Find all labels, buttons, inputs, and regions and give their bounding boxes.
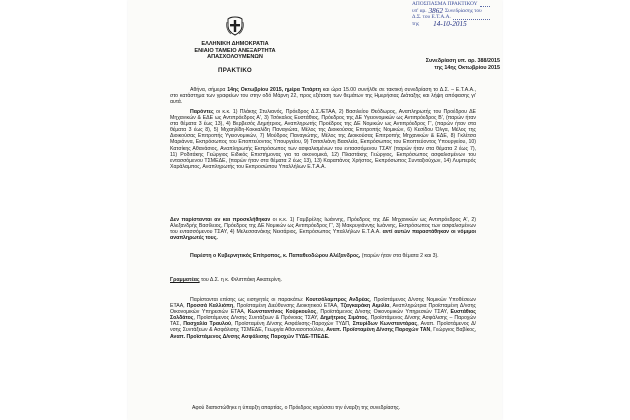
opening-statement: Αφού διαπιστώθηκε η ύπαρξη απαρτίας, ο Πρόεδρος κηρύσσει την έναρξη της συνεδρίασης. bbox=[192, 405, 401, 411]
intro-paragraph: Αθήνα, σήμερα 14ης Οκτωβρίου 2015, ημέρα Τετάρτη και ώρα 15.00 συνήλθε σε τακτική συνεδρίαση το Δ.Σ. – Ε.Τ.Α.Α., στο κατάστημα των γραφείων του στην οδό Μάρνη 22, προς εξέταση των θεμάτων της Ημερήσιας Διάταξης και λήψη απόφασης γι' αυτά. bbox=[170, 87, 476, 106]
secretary-label: Γραμματέας bbox=[170, 277, 200, 283]
secretary-paragraph: Γραμματέας του Δ.Σ. η κ. Φιλιππάκη Αικατερίνη. bbox=[170, 277, 282, 283]
absent-label: Δεν παρίστανται αν και προσκλήθηκαν bbox=[170, 217, 271, 223]
commissioner-paragraph: Παρέστη ο Κυβερνητικός Επίτροπος, κ. Παπαθεοδώρου Αλέξανδρος, (παρών ήταν στα θέματα 2 και 3). bbox=[190, 253, 439, 259]
present-label: Παρόντες bbox=[190, 109, 214, 115]
attendees-paragraph: Παρίστανται επίσης ως εισηγητές οι παρακάτω: Κουτσόλαμπρος Ανδρέας, Προϊστάμενος Δ/νσης Νομικών Υποθέσεων ΕΤΑΑ, Προσσά Καλλιόπη, Προϊσταμένη Διεύθυνσης Διοικητικού ΕΤΑΑ, Τζαγκαράκη Αιμιλία, Αναπληρώτρια Προϊσταμένη Δ/νσης Οικονομικών Υπηρεσιών ΕΤΑΑ, Κωνσταντίνος Κούρκουλος, Προϊστάμενος Δ/νσης Οικονομικών Υπηρεσιών ΤΣΑΥ, Ευστάθιος Σολδάτος, Προϊστάμενος Δ/νσης Συντάξεων & Πρόνοιας ΤΣΑΥ, Δημήτριος Σιμάτος, Προϊστάμενος Δ/νσης Ασφάλισης – Παροχών ΤΑΣ, Πασχαλία Τραυλού, Προϊσταμένη Δ/νσης Ασφάλισης-Παροχών ΤΥΔΠ, Σπυρίδων Κωνσταντάρας, Αναπ. Προϊστάμενος Δ/νσης Συντάξεων & Ασφάλισης ΤΣΜΕΔΕ, Γεωργία Αθανασοπούλου, Αναπ. Προϊσταμένη Δ/νσης Παροχών ΤΑΝ, Γεώργιος Βαβίκος, Αναπ. Προϊστάμενος Δ/νσης Ασφάλισης Παροχών ΤΥΔΕ-ΤΠΕΔΕ. bbox=[170, 297, 477, 340]
stamp-line-1: ΑΠΟΣΠΑΣΜΑ ΠΡΑΚΤΙΚΟΥ bbox=[412, 1, 490, 8]
greek-coat-of-arms-icon bbox=[226, 16, 244, 36]
stamp-line-4: της 14-10-2015 bbox=[412, 19, 467, 28]
org-line-3: ΑΠΑΣΧΟΛΟΥΜΕΝΩΝ bbox=[207, 54, 263, 61]
org-line-1: ΕΛΛΗΝΙΚΗ ΔΗΜΟΚΡΑΤΙΑ bbox=[201, 41, 269, 47]
stamp-line-2: υπ' αρ. 3862 Συνεδρίασης του bbox=[412, 6, 482, 15]
org-line-2: ΕΝΙΑΙΟ ΤΑΜΕΙΟ ΑΝΕΞΑΡΤΗΤΑ bbox=[194, 47, 276, 54]
present-paragraph: Παρόντες οι κ.κ. 1) Πλάκης Στυλιανός, Πρόεδρος Δ.Σ./ΕΤΑΑ, 2) Βασιλείου Θεόδωρος, Αναπληρωτής του Προέδρου ΔΕ Μηχανικών & ΕΔΕ ως Αντιπρόεδρος Α', 3) Τσόκαλος Ευστάθιος, Πρόεδρος της ΔΕ Υγειονομικών ως Αντιπρόεδρος Β', (παρών ήταν στα θέματα 3 έως 13), 4) Βερβεσός Δημήτριος, Αναπληρωτής Προέδρος της ΔΕ Νομικών ως Αντιπρόεδρος Γ', (παρών ήταν στα θέματα 3 έως 8), 5) Μιχαηλίδη-Κοκκαλίδη Παναγιώτα, Μέλος της Διοικούσας Επιτροπής Νομικών, 6) Κεσίδου Όλγα, Μέλος της Διοικούσας Επιτροπής Υγειονομικών, 7) Μούδρος Παναγιώτης, Μέλος της Διοικούσας Επιτροπής Μηχανικών & ΕΔΕ, 8) Γκλέτσα Μαριάννα, Εκπρόσωπος του Εποπτεύοντος Υπουργείου, 9) Τσιτσιλιάνη Βασιλεία, Εκπρόσωπος του Εποπτεύοντος Υπουργείου, 10) Κατσίκης Αθανάσιος, Αναπληρωτής Εκπρόσωπος των ασφαλισμένων του εντασσόμενου ΤΣΑΥ (παρών ήταν στα θέματα 2 έως 7), 11) Ροδιτάκης Γεώργιος Ειδικός Επιστήμονας για τα οικονομικά, 12) Πλαστάκης Γεώργιος, Εκπρόσωπος ασφαλισμένων του εντασσόμενου ΤΣΜΕΔΕ, (παρών ήταν στα θέματα 2 έως 13), 13) Καραπάνος Χρήστος, Εκπρόσωπος Συνταξιούχων, 14) Λυμπερός Χαράλαμπος, Αναπληρωτής του Εκπροσώπου Υπαλλήλων Ε.Τ.Α.Α. bbox=[170, 109, 476, 170]
stamp-number: 3862 bbox=[428, 6, 443, 15]
intro-date: 14ης Οκτωβρίου 2015, ημέρα Τετάρτη bbox=[227, 87, 321, 93]
stamp-date: 14-10-2015 bbox=[433, 19, 467, 28]
session-date: της 14ης Οκτωβρίου 2015 bbox=[434, 64, 500, 71]
extract-stamp bbox=[412, 1, 490, 47]
organization-header bbox=[168, 41, 302, 61]
session-number: Συνεδρίαση υπ. αρ. 388/2015 bbox=[425, 58, 500, 64]
absent-paragraph: Δεν παρίστανται αν και προσκλήθηκαν οι κ.κ. 1) Γαμβρέλης Ιωάννης, Πρόεδρος της ΔΕ Μηχανικών ως Αντιπρόεδρος Α', 2) Αλεξανδρής Βασίλειος, Πρόεδρος της ΔΕ Νομικών ως Αντιπρόεδρος Γ', 3) Μακρυγιάννης Ιωάννης, Εκπρόσωπος των ασφαλισμένων του εντασσόμενου ΤΣΑΥ, 4) Μελεσσανάκης Νεκτάριος, Εκπρόσωπος Υπαλλήλων Ε.Τ.Α.Α. αντί αυτών παραστάθηκαν οι νόμιμοι αναπληρωτές τους. bbox=[170, 217, 476, 242]
stamp-line-3: Δ.Σ. του Ε.Τ.Α.Α. bbox=[412, 14, 490, 21]
session-info bbox=[392, 58, 500, 71]
document-title: ΠΡΑΚΤΙΚΟ bbox=[218, 67, 252, 74]
